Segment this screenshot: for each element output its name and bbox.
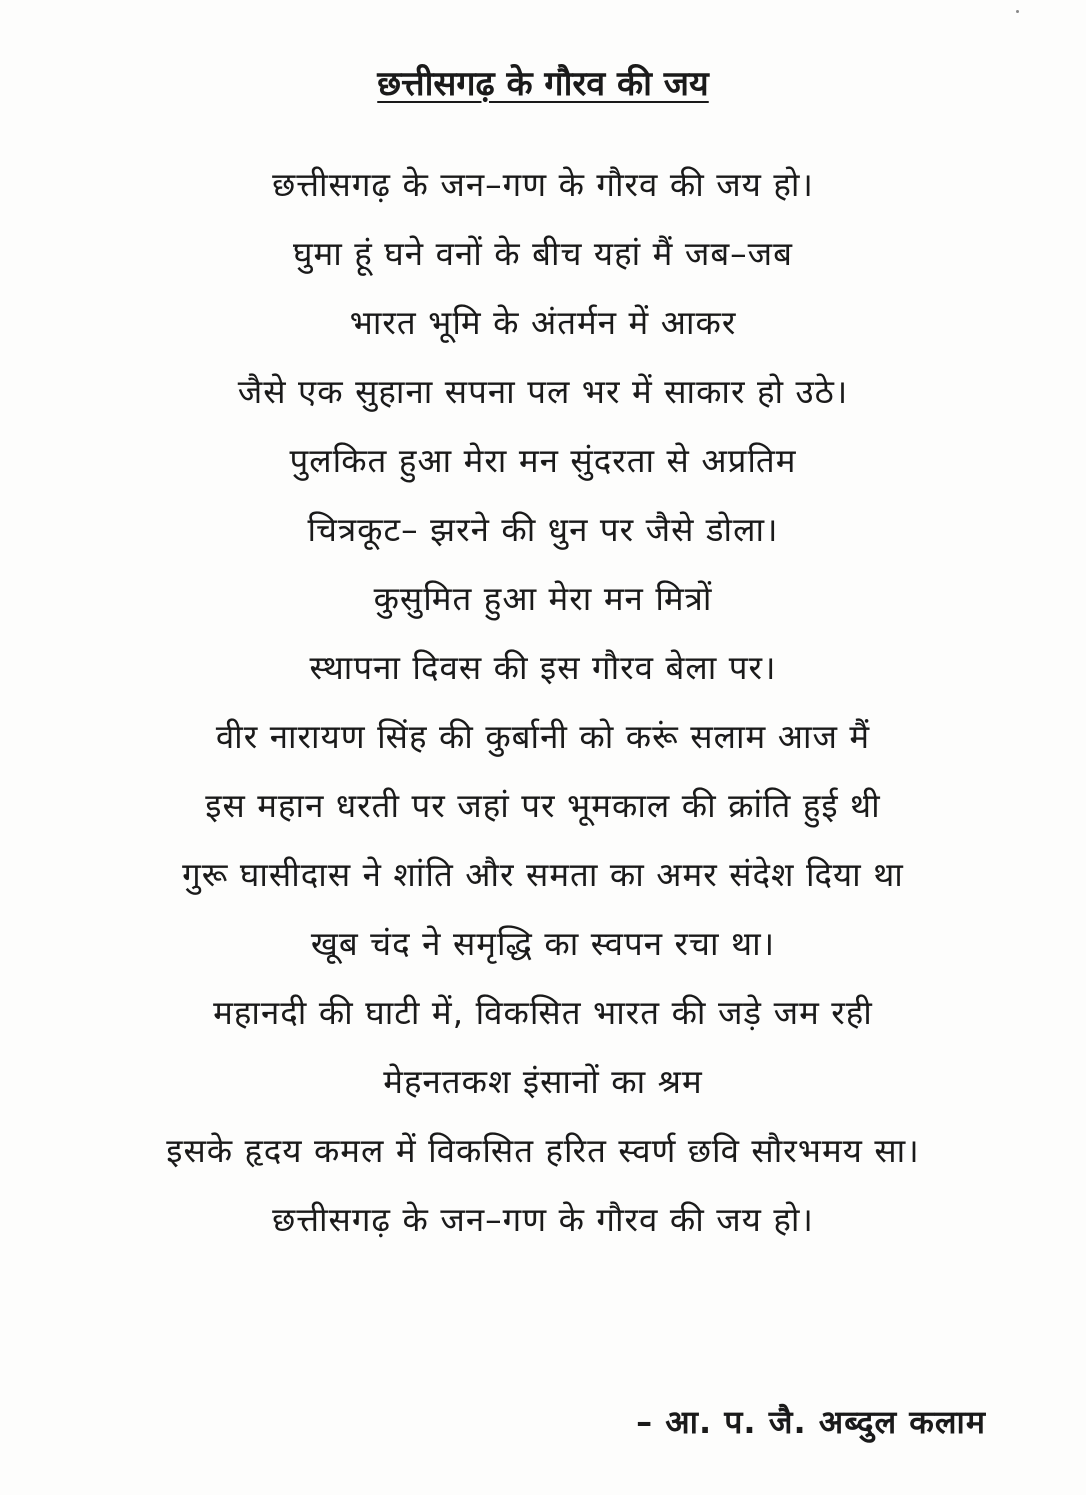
poem-line: कुसुमित हुआ मेरा मन मित्रों — [373, 579, 713, 618]
poem-title — [0, 62, 1086, 106]
poem-line: इस महान धरती पर जहां पर भूमकाल की क्रांति हुई थी — [205, 786, 881, 825]
poem-line: गुरू घासीदास ने शांति और समता का अमर संदेश दिया था — [182, 855, 904, 894]
poem-line: वीर नारायण सिंह की कुर्बानी को करूं सलाम आज मैं — [215, 717, 871, 756]
scan-speck — [1016, 10, 1019, 13]
poem-line: छत्तीसगढ़ के जन–गण के गौरव की जय हो। — [272, 1200, 814, 1239]
poem-line: स्थापना दिवस की इस गौरव बेला पर। — [309, 648, 777, 687]
author-signature: – आ. प. जै. अब्दुल कलाम — [636, 1403, 986, 1441]
poem-line: खूब चंद ने समृद्धि का स्वपन रचा था। — [310, 924, 776, 963]
poem-line: मेहनतकश इंसानों का श्रम — [383, 1062, 703, 1101]
poem-line: महानदी की घाटी में, विकसित भारत की जड़े जम रही — [213, 993, 873, 1032]
poem-line: छत्तीसगढ़ के जन–गण के गौरव की जय हो। — [272, 165, 814, 204]
poem-body — [20, 150, 1066, 1254]
poem-title-text: छत्तीसगढ़ के गौरव की जय — [377, 64, 709, 104]
poem-line: घुमा हूं घने वनों के बीच यहां मैं जब–जब — [292, 234, 794, 273]
poem-line: इसके हृदय कमल में विकसित हरित स्वर्ण छवि सौरभमय सा। — [166, 1131, 920, 1170]
poem-line: पुलकित हुआ मेरा मन सुंदरता से अप्रतिम — [289, 441, 797, 480]
poem-line: जैसे एक सुहाना सपना पल भर में साकार हो उठे। — [237, 372, 849, 411]
poem-line: चित्रकूट– झरने की धुन पर जैसे डोला। — [307, 510, 779, 549]
poem-line: भारत भूमि के अंतर्मन में आकर — [349, 303, 737, 342]
